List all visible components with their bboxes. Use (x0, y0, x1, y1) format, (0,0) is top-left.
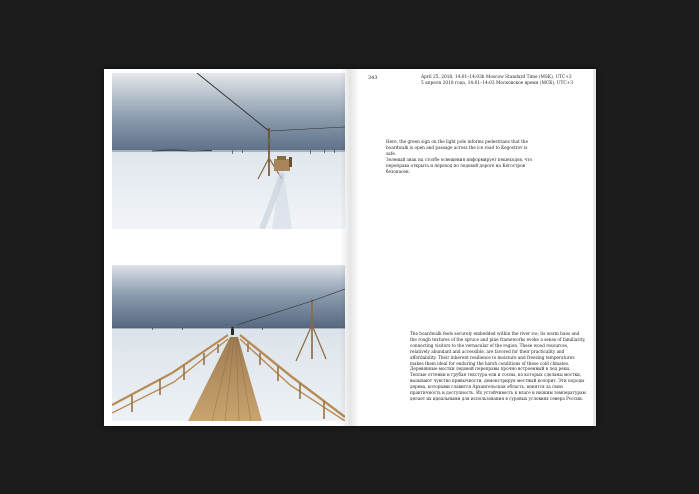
timestamp-english: April 25, 2018, 14:01–14:03h Moscow Standard Time (MSK), UTC+3 (421, 75, 572, 80)
timestamp-russian: 5 апреля 2018 года, 14:01–14:03 Московское время (МСК), UTC+3 (421, 81, 573, 86)
caption-2-english: The boardwalk feels securely embedded within the river ice; its warm hues and the rough textures of the spruce and pine frameworks evoke a sense of familiarity, connecting visitors to the vernacular of the region. These wood resources, relatively abundant and accessible, are favored for their practicality and affordability. Their inherent resilience to moisture and freezing temperatures makes them ideal for enduring the harsh conditions of these cold climates. (410, 331, 586, 366)
caption-1-russian: Зеленый знак на столбе освещения информирует пешеходов, что переправа открыта и переход по ледовой дороге на Кегостров безопасен. (386, 157, 533, 174)
page-edge (593, 69, 596, 426)
gutter-shadow-right (350, 69, 360, 426)
photo-light-pole-on-ice-road (112, 73, 345, 229)
gutter-shadow-left (340, 69, 350, 426)
caption-1-english: Here, the green sign on the light pole informs pedestrians that the boardwalk is open and passage across the ice road to Kegostrov is safe. (386, 139, 528, 156)
left-page (104, 69, 350, 426)
timestamp-block (421, 75, 581, 87)
photo-wooden-boardwalk-on-ice (112, 265, 345, 421)
caption-2-russian: Деревянные мостки ледовой переправы прочно встроенный в лед реки. Теплые оттенки и грубая текстура ели и сосны, из которых сделаны мостки, вызывают чувство привычности, демонстрируя местный колорит. Эти породы дерева, которыми славится Архангельская область, ценятся за свою практичность и доступность. Их устойчивость к влаге и низким температурам делает их идеальными для использования в суровых условиях севера России. (410, 366, 586, 401)
right-page (350, 69, 596, 426)
page-number: 343 (368, 75, 378, 81)
book-spread (104, 69, 596, 426)
